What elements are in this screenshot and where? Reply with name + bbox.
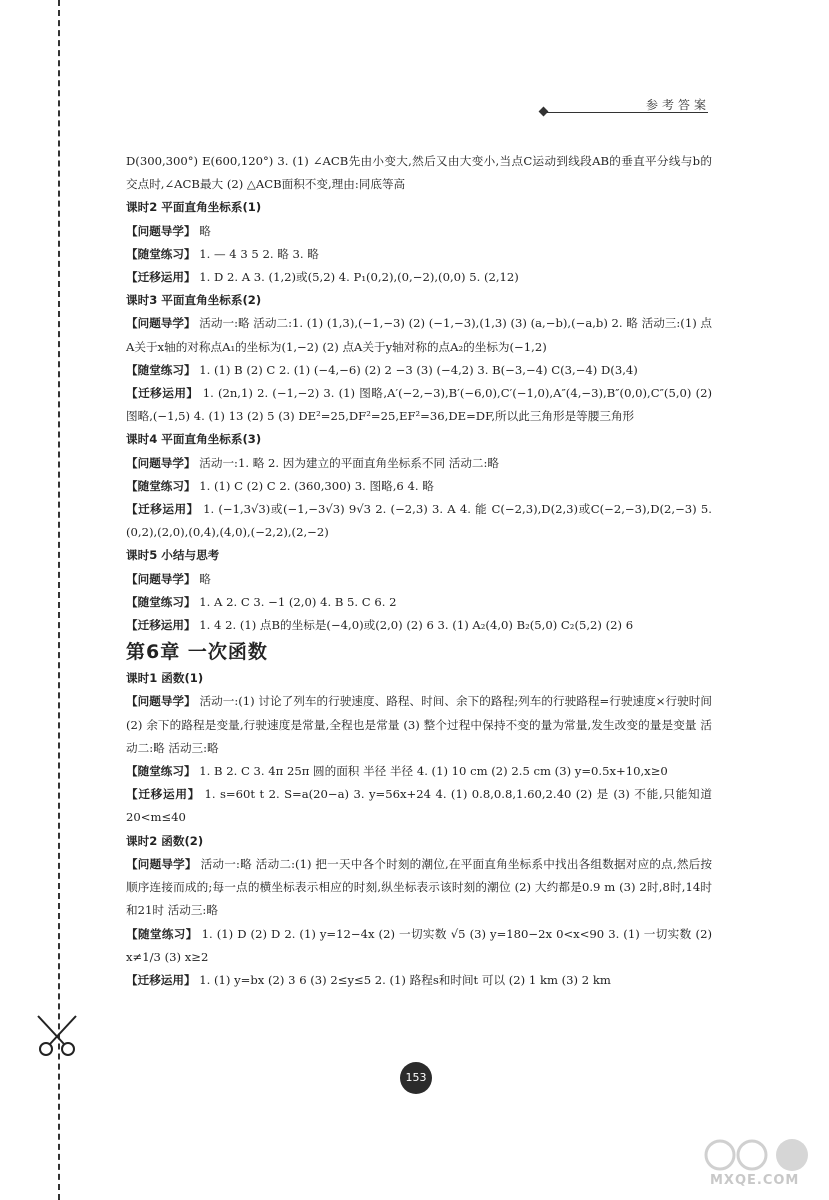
answer-text: 活动一:(1) 讨论了列车的行驶速度、路程、时间、余下的路程;列车的行驶路程=行驶速度×行驶时间 (2) 余下的路程是变量,行驶速度是常量,全程也是常量 (3) 整个过程中保持不变的量为常量,发生改变的量是变量 活动二:略 活动三:略 <box>126 694 712 755</box>
section-tag: 【问题导学】 <box>126 223 196 238</box>
answer-item <box>126 359 712 382</box>
answer-item <box>126 614 712 637</box>
answer-item <box>126 266 712 289</box>
answer-text: 略 <box>199 223 211 238</box>
answer-content <box>126 150 712 992</box>
lesson-heading: 课时2 函数(2) <box>126 833 204 848</box>
answer-text: 1. (1) D (2) D 2. (1) y=12−4x (2) 一切实数 √5 (3) y=180−2x 0<x<90 3. (1) 一切实数 (2) x≠1/3 (3) x≥2 <box>126 926 712 964</box>
answer-item <box>126 783 712 829</box>
header-title: 参考答案 <box>645 98 710 112</box>
lesson-heading: 课时4 平面直角坐标系(3) <box>126 432 262 447</box>
section-tag: 【问题导学】 <box>126 455 196 470</box>
answer-item <box>126 220 712 243</box>
section-tag: 【随堂练习】 <box>126 246 196 261</box>
answer-text: 1. A 2. C 3. −1 (2,0) 4. B 5. C 6. 2 <box>199 594 397 609</box>
section-tag: 【随堂练习】 <box>126 362 196 377</box>
answer-item <box>126 382 712 428</box>
section-tag: 【迁移运用】 <box>126 502 199 517</box>
section-tag: 【随堂练习】 <box>126 594 196 609</box>
lesson-heading: 课时5 小结与思考 <box>126 548 220 563</box>
section-tag: 【迁移运用】 <box>126 386 199 401</box>
section-tag: 【随堂练习】 <box>126 926 198 941</box>
answer-item <box>126 243 712 266</box>
chapter-title: 第6章 一次函数 <box>126 641 268 664</box>
section-tag: 【问题导学】 <box>126 856 197 871</box>
answer-text: 活动一:略 活动二:(1) 把一天中各个时刻的潮位,在平面直角坐标系中找出各组数据对应的点,然后按顺序连接而成的;每一点的横坐标表示相应的时刻,纵坐标表示该时刻的潮位 (2) 大约都是0.9 m (3) 2时,8时,14时和21时 活动三:略 <box>126 856 712 918</box>
answer-item <box>126 690 712 760</box>
answer-text: 1. s=60t t 2. S=a(20−a) 3. y=56x+24 4. (1) 0.8,0.8,1.60,2.40 (2) 是 (3) 不能,只能知道20<m≤40 <box>126 787 712 825</box>
section-tag: 【问题导学】 <box>126 571 196 586</box>
answer-text: 1. — 4 3 5 2. 略 3. 略 <box>199 246 319 261</box>
lesson-heading: 课时1 函数(1) <box>126 671 204 686</box>
answer-text: 1. 4 2. (1) 点B的坐标是(−4,0)或(2,0) (2) 6 3. (1) A₂(4,0) B₂(5,0) C₂(5,2) (2) 6 <box>199 618 634 633</box>
section-tag: 【随堂练习】 <box>126 478 196 493</box>
answer-item <box>126 498 712 544</box>
watermark-text: MXQE.COM <box>710 1173 800 1188</box>
page-number: 153 <box>400 1062 432 1094</box>
answer-text: 1. (1) B (2) C 2. (1) (−4,−6) (2) 2 −3 (3) (−4,2) 3. B(−3,−4) C(3,−4) D(3,4) <box>199 362 638 377</box>
section-tag: 【问题导学】 <box>126 694 196 709</box>
answer-text: 1. B 2. C 3. 4π 25π 圆的面积 半径 半径 4. (1) 10 cm (2) 2.5 cm (3) y=0.5x+10,x≥0 <box>199 764 668 779</box>
page-header <box>540 100 710 126</box>
section-tag: 【问题导学】 <box>126 316 196 331</box>
answer-item <box>126 475 712 498</box>
section-tag: 【随堂练习】 <box>126 764 196 779</box>
answer-item <box>126 452 712 475</box>
answer-item <box>126 760 712 783</box>
section-tag: 【迁移运用】 <box>126 270 196 285</box>
answer-item <box>126 312 712 358</box>
lesson-heading: 课时2 平面直角坐标系(1) <box>126 200 262 215</box>
answer-text: 活动一:略 活动二:1. (1) (1,3),(−1,−3) (2) (−1,−3),(1,3) (3) (a,−b),(−a,b) 2. 略 活动三:(1) 点A关于x轴的对称点A₁的坐标为(1,−2) (2) 点A关于y轴对称的点A₂的坐标为(−1,2) <box>126 316 712 354</box>
watermark <box>700 1135 820 1195</box>
answer-text: D(300,300°) E(600,120°) 3. (1) ∠ACB先由小变大,然后又由大变小,当点C运动到线段AB的垂直平分线与b的交点时,∠ACB最大 (2) △ACB面积不变,理由:同底等高 <box>126 154 712 192</box>
answer-text: 1. (−1,3√3)或(−1,−3√3) 9√3 2. (−2,3) 3. A 4. 能 C(−2,3),D(2,3)或C(−2,−3),D(2,−3) 5. (0,2),(2,0),(0,4),(4,0),(−2,2),(2,−2) <box>126 502 712 540</box>
answer-text: 1. (2n,1) 2. (−1,−2) 3. (1) 图略,A′(−2,−3),B′(−6,0),C′(−1,0),A″(4,−3),B″(0,0),C″(5,0) (2) 图略,(−1,5) 4. (1) 13 (2) 5 (3) DE²=25,DF²=25,EF²=36,DE=DF,所以此三角形是等腰三角形 <box>126 386 712 424</box>
answer-text: 略 <box>199 571 211 586</box>
watermark-logo-icon <box>700 1135 820 1175</box>
section-tag: 【迁移运用】 <box>126 787 201 802</box>
section-tag: 【迁移运用】 <box>126 618 196 633</box>
answer-item <box>126 591 712 614</box>
lesson-heading: 课时3 平面直角坐标系(2) <box>126 293 262 308</box>
answer-item <box>126 853 712 923</box>
answer-text: 1. D 2. A 3. (1,2)或(5,2) 4. P₁(0,2),(0,−2),(0,0) 5. (2,12) <box>199 270 519 285</box>
answer-item <box>126 923 712 969</box>
answer-text: 1. (1) y=bx (2) 3 6 (3) 2≤y≤5 2. (1) 路程s和时间t 可以 (2) 1 km (3) 2 km <box>199 972 611 987</box>
answer-item <box>126 969 712 992</box>
scissors-icon <box>34 1012 80 1058</box>
section-tag: 【迁移运用】 <box>126 972 196 987</box>
answer-text: 活动一:1. 略 2. 因为建立的平面直角坐标系不同 活动二:略 <box>199 455 500 470</box>
answer-item <box>126 568 712 591</box>
answer-text: 1. (1) C (2) C 2. (360,300) 3. 图略,6 4. 略 <box>199 478 434 493</box>
